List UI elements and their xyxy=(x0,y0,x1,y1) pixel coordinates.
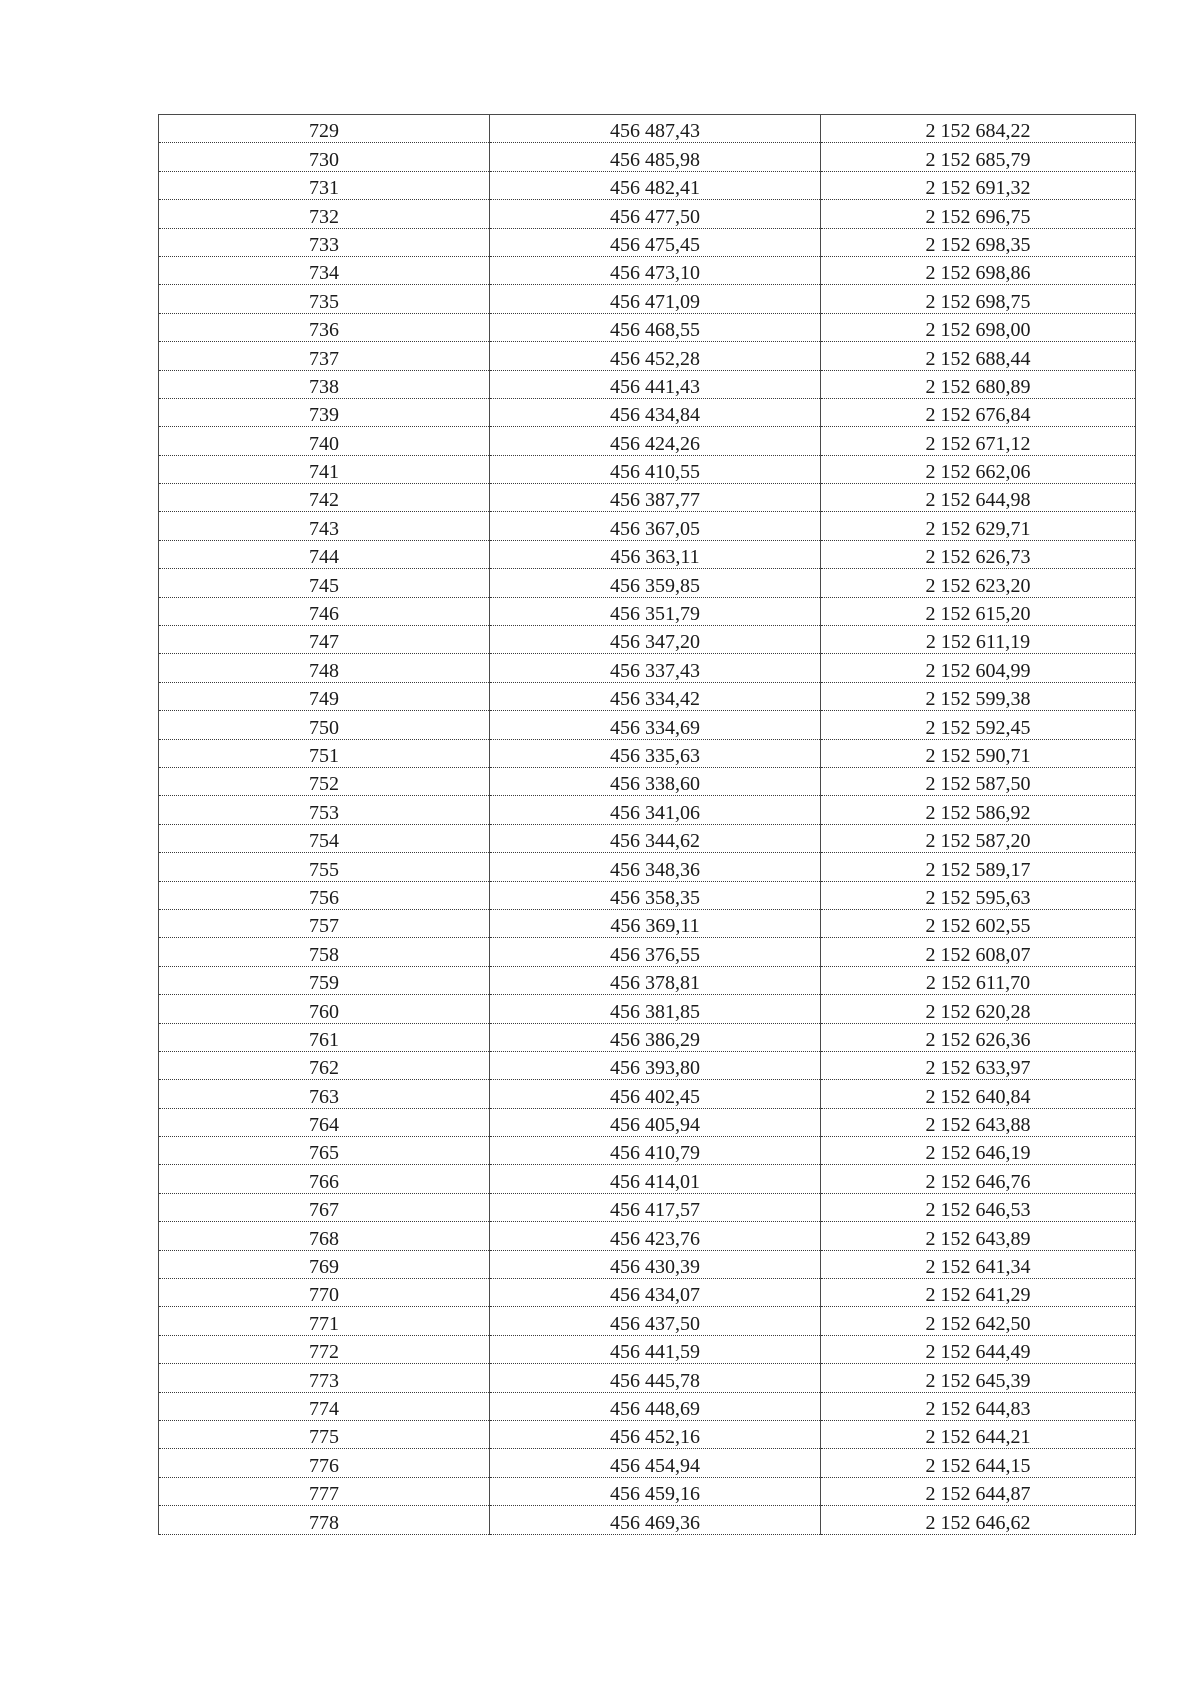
table-row xyxy=(159,143,1136,171)
y-coordinate-cell: 2 152 685,79 xyxy=(821,143,1136,171)
y-coordinate-cell: 2 152 646,53 xyxy=(821,1193,1136,1221)
point-number-cell: 729 xyxy=(159,115,490,143)
y-coordinate-cell: 2 152 644,49 xyxy=(821,1335,1136,1363)
table-row xyxy=(159,824,1136,852)
x-coordinate-cell: 456 402,45 xyxy=(490,1080,821,1108)
coordinates-table xyxy=(158,114,1136,1535)
x-coordinate-cell: 456 477,50 xyxy=(490,200,821,228)
x-coordinate-cell: 456 414,01 xyxy=(490,1165,821,1193)
table-row xyxy=(159,342,1136,370)
x-coordinate-cell: 456 434,84 xyxy=(490,398,821,426)
table-row xyxy=(159,1364,1136,1392)
table-row xyxy=(159,1420,1136,1448)
point-number-cell: 775 xyxy=(159,1420,490,1448)
y-coordinate-cell: 2 152 620,28 xyxy=(821,995,1136,1023)
x-coordinate-cell: 456 344,62 xyxy=(490,824,821,852)
point-number-cell: 778 xyxy=(159,1506,490,1534)
y-coordinate-cell: 2 152 587,50 xyxy=(821,767,1136,795)
y-coordinate-cell: 2 152 691,32 xyxy=(821,171,1136,199)
y-coordinate-cell: 2 152 688,44 xyxy=(821,342,1136,370)
table-row xyxy=(159,1449,1136,1477)
x-coordinate-cell: 456 452,28 xyxy=(490,342,821,370)
point-number-cell: 755 xyxy=(159,853,490,881)
point-number-cell: 743 xyxy=(159,512,490,540)
point-number-cell: 732 xyxy=(159,200,490,228)
table-row xyxy=(159,1279,1136,1307)
x-coordinate-cell: 456 351,79 xyxy=(490,597,821,625)
y-coordinate-cell: 2 152 684,22 xyxy=(821,115,1136,143)
table-row xyxy=(159,200,1136,228)
y-coordinate-cell: 2 152 641,29 xyxy=(821,1279,1136,1307)
y-coordinate-cell: 2 152 608,07 xyxy=(821,938,1136,966)
table-row xyxy=(159,995,1136,1023)
x-coordinate-cell: 456 487,43 xyxy=(490,115,821,143)
x-coordinate-cell: 456 482,41 xyxy=(490,171,821,199)
table-row xyxy=(159,966,1136,994)
table-row xyxy=(159,1023,1136,1051)
x-coordinate-cell: 456 454,94 xyxy=(490,1449,821,1477)
y-coordinate-cell: 2 152 611,19 xyxy=(821,626,1136,654)
table-row xyxy=(159,767,1136,795)
point-number-cell: 756 xyxy=(159,881,490,909)
y-coordinate-cell: 2 152 633,97 xyxy=(821,1051,1136,1079)
x-coordinate-cell: 456 367,05 xyxy=(490,512,821,540)
y-coordinate-cell: 2 152 640,84 xyxy=(821,1080,1136,1108)
x-coordinate-cell: 456 469,36 xyxy=(490,1506,821,1534)
point-number-cell: 736 xyxy=(159,313,490,341)
y-coordinate-cell: 2 152 587,20 xyxy=(821,824,1136,852)
y-coordinate-cell: 2 152 623,20 xyxy=(821,569,1136,597)
x-coordinate-cell: 456 410,79 xyxy=(490,1137,821,1165)
y-coordinate-cell: 2 152 611,70 xyxy=(821,966,1136,994)
x-coordinate-cell: 456 334,69 xyxy=(490,711,821,739)
table-row xyxy=(159,569,1136,597)
point-number-cell: 754 xyxy=(159,824,490,852)
point-number-cell: 766 xyxy=(159,1165,490,1193)
point-number-cell: 752 xyxy=(159,767,490,795)
y-coordinate-cell: 2 152 644,98 xyxy=(821,484,1136,512)
table-row xyxy=(159,427,1136,455)
table-row xyxy=(159,1392,1136,1420)
table-row xyxy=(159,881,1136,909)
point-number-cell: 765 xyxy=(159,1137,490,1165)
y-coordinate-cell: 2 152 595,63 xyxy=(821,881,1136,909)
x-coordinate-cell: 456 386,29 xyxy=(490,1023,821,1051)
y-coordinate-cell: 2 152 646,19 xyxy=(821,1137,1136,1165)
point-number-cell: 747 xyxy=(159,626,490,654)
table-row xyxy=(159,739,1136,767)
table-row xyxy=(159,597,1136,625)
table-row xyxy=(159,938,1136,966)
table-row xyxy=(159,228,1136,256)
point-number-cell: 738 xyxy=(159,370,490,398)
x-coordinate-cell: 456 417,57 xyxy=(490,1193,821,1221)
point-number-cell: 758 xyxy=(159,938,490,966)
point-number-cell: 771 xyxy=(159,1307,490,1335)
point-number-cell: 768 xyxy=(159,1222,490,1250)
table-row xyxy=(159,1222,1136,1250)
table-row xyxy=(159,1108,1136,1136)
table-row xyxy=(159,398,1136,426)
point-number-cell: 772 xyxy=(159,1335,490,1363)
x-coordinate-cell: 456 369,11 xyxy=(490,909,821,937)
y-coordinate-cell: 2 152 626,36 xyxy=(821,1023,1136,1051)
table-row xyxy=(159,171,1136,199)
point-number-cell: 776 xyxy=(159,1449,490,1477)
y-coordinate-cell: 2 152 626,73 xyxy=(821,540,1136,568)
y-coordinate-cell: 2 152 680,89 xyxy=(821,370,1136,398)
table-row xyxy=(159,313,1136,341)
x-coordinate-cell: 456 348,36 xyxy=(490,853,821,881)
point-number-cell: 777 xyxy=(159,1477,490,1505)
point-number-cell: 770 xyxy=(159,1279,490,1307)
point-number-cell: 731 xyxy=(159,171,490,199)
table-row xyxy=(159,909,1136,937)
y-coordinate-cell: 2 152 645,39 xyxy=(821,1364,1136,1392)
y-coordinate-cell: 2 152 589,17 xyxy=(821,853,1136,881)
point-number-cell: 760 xyxy=(159,995,490,1023)
x-coordinate-cell: 456 376,55 xyxy=(490,938,821,966)
y-coordinate-cell: 2 152 671,12 xyxy=(821,427,1136,455)
x-coordinate-cell: 456 341,06 xyxy=(490,796,821,824)
point-number-cell: 774 xyxy=(159,1392,490,1420)
point-number-cell: 734 xyxy=(159,256,490,284)
x-coordinate-cell: 456 410,55 xyxy=(490,455,821,483)
point-number-cell: 740 xyxy=(159,427,490,455)
x-coordinate-cell: 456 475,45 xyxy=(490,228,821,256)
point-number-cell: 763 xyxy=(159,1080,490,1108)
y-coordinate-cell: 2 152 698,86 xyxy=(821,256,1136,284)
y-coordinate-cell: 2 152 642,50 xyxy=(821,1307,1136,1335)
point-number-cell: 750 xyxy=(159,711,490,739)
table-row xyxy=(159,796,1136,824)
point-number-cell: 767 xyxy=(159,1193,490,1221)
table-row xyxy=(159,1080,1136,1108)
x-coordinate-cell: 456 445,78 xyxy=(490,1364,821,1392)
table-row xyxy=(159,455,1136,483)
x-coordinate-cell: 456 473,10 xyxy=(490,256,821,284)
table-row xyxy=(159,1477,1136,1505)
table-row xyxy=(159,115,1136,143)
point-number-cell: 741 xyxy=(159,455,490,483)
y-coordinate-cell: 2 152 646,62 xyxy=(821,1506,1136,1534)
y-coordinate-cell: 2 152 676,84 xyxy=(821,398,1136,426)
y-coordinate-cell: 2 152 604,99 xyxy=(821,654,1136,682)
x-coordinate-cell: 456 468,55 xyxy=(490,313,821,341)
x-coordinate-cell: 456 381,85 xyxy=(490,995,821,1023)
x-coordinate-cell: 456 441,59 xyxy=(490,1335,821,1363)
x-coordinate-cell: 456 424,26 xyxy=(490,427,821,455)
y-coordinate-cell: 2 152 590,71 xyxy=(821,739,1136,767)
point-number-cell: 730 xyxy=(159,143,490,171)
point-number-cell: 764 xyxy=(159,1108,490,1136)
y-coordinate-cell: 2 152 586,92 xyxy=(821,796,1136,824)
point-number-cell: 745 xyxy=(159,569,490,597)
table-row xyxy=(159,1165,1136,1193)
x-coordinate-cell: 456 485,98 xyxy=(490,143,821,171)
y-coordinate-cell: 2 152 615,20 xyxy=(821,597,1136,625)
table-row xyxy=(159,285,1136,313)
point-number-cell: 753 xyxy=(159,796,490,824)
point-number-cell: 737 xyxy=(159,342,490,370)
point-number-cell: 748 xyxy=(159,654,490,682)
x-coordinate-cell: 456 363,11 xyxy=(490,540,821,568)
table-row xyxy=(159,540,1136,568)
table-row xyxy=(159,682,1136,710)
y-coordinate-cell: 2 152 629,71 xyxy=(821,512,1136,540)
x-coordinate-cell: 456 471,09 xyxy=(490,285,821,313)
x-coordinate-cell: 456 334,42 xyxy=(490,682,821,710)
table-row xyxy=(159,256,1136,284)
coordinates-table-body xyxy=(159,115,1136,1535)
x-coordinate-cell: 456 405,94 xyxy=(490,1108,821,1136)
x-coordinate-cell: 456 359,85 xyxy=(490,569,821,597)
table-row xyxy=(159,484,1136,512)
y-coordinate-cell: 2 152 644,21 xyxy=(821,1420,1136,1448)
point-number-cell: 735 xyxy=(159,285,490,313)
x-coordinate-cell: 456 358,35 xyxy=(490,881,821,909)
y-coordinate-cell: 2 152 698,35 xyxy=(821,228,1136,256)
x-coordinate-cell: 456 335,63 xyxy=(490,739,821,767)
point-number-cell: 762 xyxy=(159,1051,490,1079)
point-number-cell: 769 xyxy=(159,1250,490,1278)
point-number-cell: 742 xyxy=(159,484,490,512)
x-coordinate-cell: 456 434,07 xyxy=(490,1279,821,1307)
y-coordinate-cell: 2 152 592,45 xyxy=(821,711,1136,739)
y-coordinate-cell: 2 152 696,75 xyxy=(821,200,1136,228)
table-row xyxy=(159,853,1136,881)
table-row xyxy=(159,512,1136,540)
x-coordinate-cell: 456 459,16 xyxy=(490,1477,821,1505)
table-row xyxy=(159,626,1136,654)
y-coordinate-cell: 2 152 599,38 xyxy=(821,682,1136,710)
y-coordinate-cell: 2 152 644,15 xyxy=(821,1449,1136,1477)
y-coordinate-cell: 2 152 698,75 xyxy=(821,285,1136,313)
y-coordinate-cell: 2 152 698,00 xyxy=(821,313,1136,341)
y-coordinate-cell: 2 152 641,34 xyxy=(821,1250,1136,1278)
point-number-cell: 733 xyxy=(159,228,490,256)
table-row xyxy=(159,1137,1136,1165)
point-number-cell: 761 xyxy=(159,1023,490,1051)
table-row xyxy=(159,1193,1136,1221)
point-number-cell: 773 xyxy=(159,1364,490,1392)
y-coordinate-cell: 2 152 602,55 xyxy=(821,909,1136,937)
x-coordinate-cell: 456 393,80 xyxy=(490,1051,821,1079)
x-coordinate-cell: 456 452,16 xyxy=(490,1420,821,1448)
x-coordinate-cell: 456 338,60 xyxy=(490,767,821,795)
point-number-cell: 757 xyxy=(159,909,490,937)
table-row xyxy=(159,711,1136,739)
table-row xyxy=(159,370,1136,398)
table-row xyxy=(159,654,1136,682)
table-row xyxy=(159,1335,1136,1363)
x-coordinate-cell: 456 441,43 xyxy=(490,370,821,398)
x-coordinate-cell: 456 437,50 xyxy=(490,1307,821,1335)
point-number-cell: 751 xyxy=(159,739,490,767)
point-number-cell: 746 xyxy=(159,597,490,625)
y-coordinate-cell: 2 152 662,06 xyxy=(821,455,1136,483)
x-coordinate-cell: 456 430,39 xyxy=(490,1250,821,1278)
x-coordinate-cell: 456 337,43 xyxy=(490,654,821,682)
x-coordinate-cell: 456 378,81 xyxy=(490,966,821,994)
table-row xyxy=(159,1307,1136,1335)
y-coordinate-cell: 2 152 646,76 xyxy=(821,1165,1136,1193)
y-coordinate-cell: 2 152 643,88 xyxy=(821,1108,1136,1136)
point-number-cell: 744 xyxy=(159,540,490,568)
x-coordinate-cell: 456 423,76 xyxy=(490,1222,821,1250)
x-coordinate-cell: 456 448,69 xyxy=(490,1392,821,1420)
table-row xyxy=(159,1250,1136,1278)
x-coordinate-cell: 456 347,20 xyxy=(490,626,821,654)
table-row xyxy=(159,1051,1136,1079)
point-number-cell: 759 xyxy=(159,966,490,994)
point-number-cell: 749 xyxy=(159,682,490,710)
table-row xyxy=(159,1506,1136,1534)
y-coordinate-cell: 2 152 643,89 xyxy=(821,1222,1136,1250)
y-coordinate-cell: 2 152 644,83 xyxy=(821,1392,1136,1420)
y-coordinate-cell: 2 152 644,87 xyxy=(821,1477,1136,1505)
x-coordinate-cell: 456 387,77 xyxy=(490,484,821,512)
point-number-cell: 739 xyxy=(159,398,490,426)
